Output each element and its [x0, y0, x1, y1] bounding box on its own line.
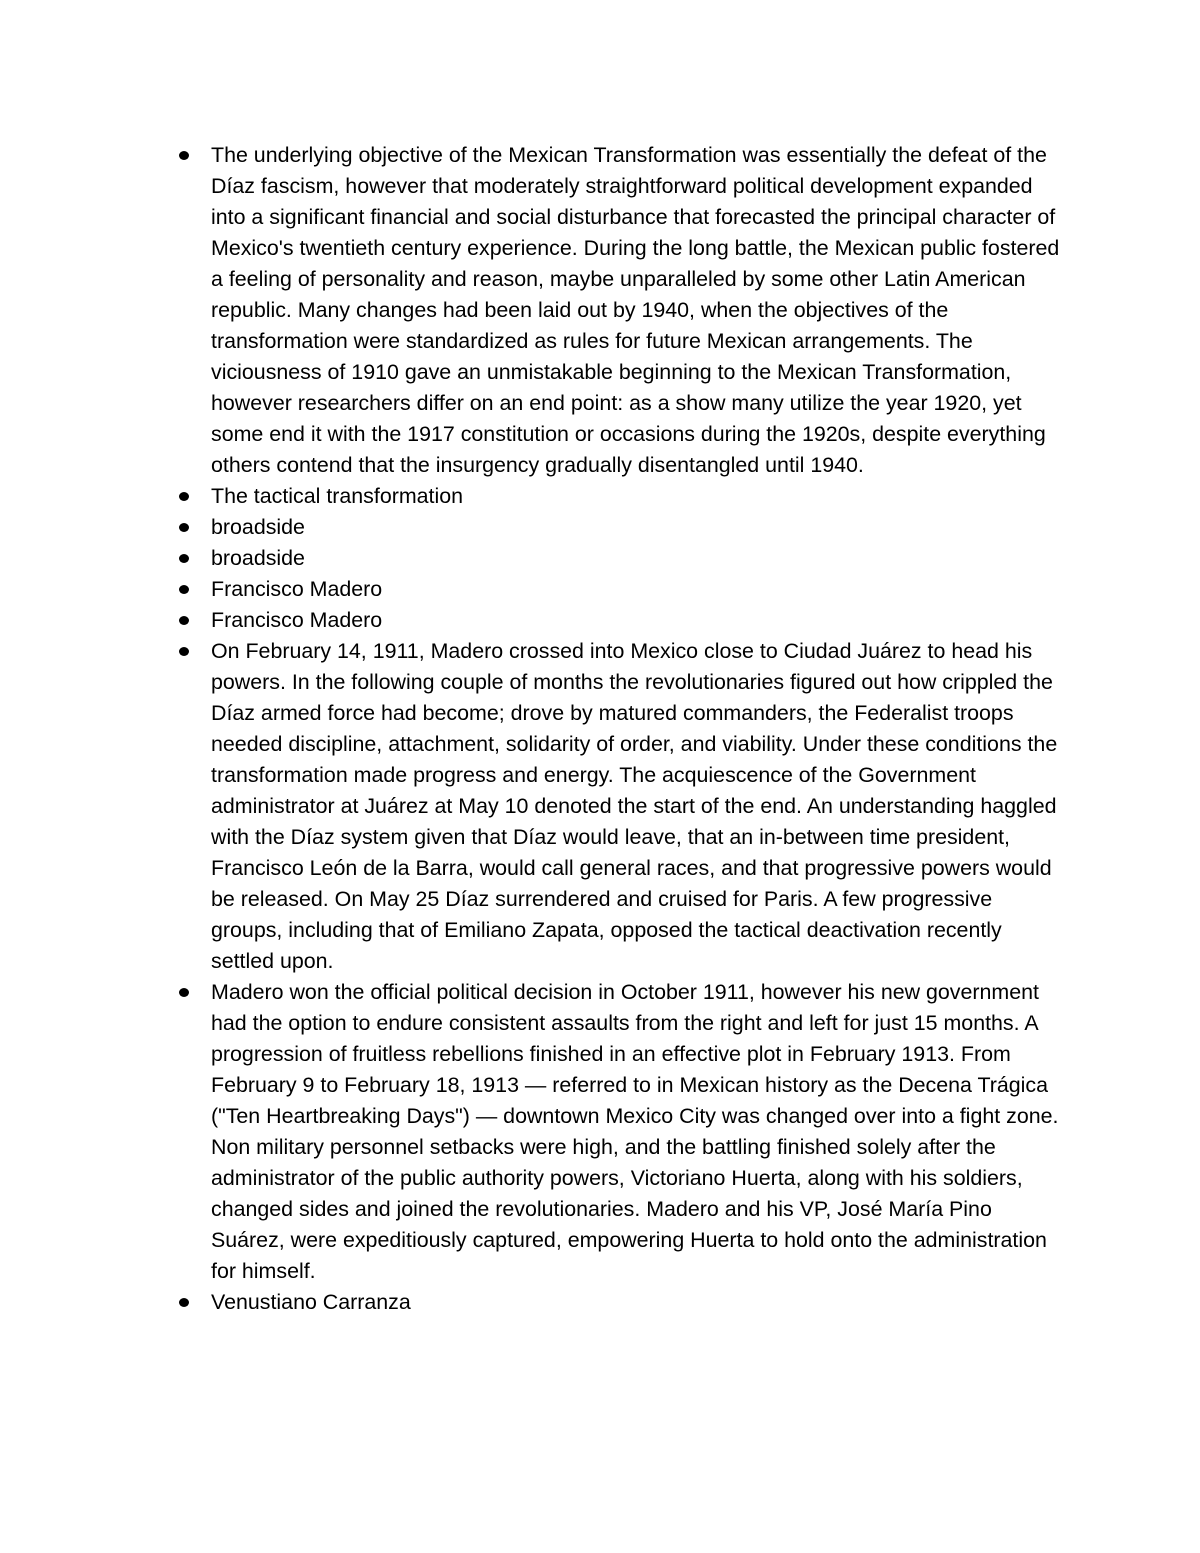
bullet-icon: [179, 616, 189, 625]
bullet-icon: [179, 151, 189, 160]
list-item: [211, 636, 1061, 977]
list-item: [211, 574, 1061, 605]
list-item: [211, 605, 1061, 636]
list-item: [211, 481, 1061, 512]
list-item-text: The tactical transformation: [211, 484, 464, 508]
bullet-icon: [179, 585, 189, 594]
list-item-text: Francisco Madero: [211, 608, 383, 632]
bullet-icon: [179, 988, 189, 997]
list-item-text: Venustiano Carranza: [211, 1290, 411, 1314]
list-item: [211, 512, 1061, 543]
bullet-icon: [179, 523, 189, 532]
list-item-text: Francisco Madero: [211, 577, 383, 601]
bullet-icon: [179, 647, 189, 656]
bullet-icon: [179, 1298, 189, 1307]
list-item-text: On February 14, 1911, Madero crossed into Mexico close to Ciudad Juárez to head his powers. In the following couple of months the revolutionaries figured out how crippled the Díaz armed force had become; drove by matured commanders, the Federalist troops needed discipline, attachment, solidarity of order, and viability. Under these conditions the transformation made progress and energy. The acquiescence of the Government administrator at Juárez at May 10 denoted the start of the end. An understanding haggled with the Díaz system given that Díaz would leave, that an in-between time president, Francisco León de la Barra, would call general races, and that progressive powers would be released. On May 25 Díaz surrendered and cruised for Paris. A few progressive groups, including that of Emiliano Zapata, opposed the tactical deactivation recently settled upon.: [211, 639, 1058, 973]
list-item: [211, 140, 1061, 481]
list-item: [211, 977, 1061, 1287]
list-item-text: broadside: [211, 515, 305, 539]
bullet-list: [211, 140, 1061, 1318]
list-item: [211, 543, 1061, 574]
list-item: [211, 1287, 1061, 1318]
list-item-text: Madero won the official political decision in October 1911, however his new government had the option to endure consistent assaults from the right and left for just 15 months. A progression of fruitless rebellions finished in an effective plot in February 1913. From February 9 to February 18, 1913 — referred to in Mexican history as the Decena Trágica ("Ten Heartbreaking Days") — downtown Mexico City was changed over into a fight zone. Non military personnel setbacks were high, and the battling finished solely after the administrator of the public authority powers, Victoriano Huerta, along with his soldiers, changed sides and joined the revolutionaries. Madero and his VP, José María Pino Suárez, were expeditiously captured, empowering Huerta to hold onto the administration for himself.: [211, 980, 1059, 1283]
list-item-text: broadside: [211, 546, 305, 570]
bullet-icon: [179, 554, 189, 563]
bullet-icon: [179, 492, 189, 501]
list-item-text: The underlying objective of the Mexican Transformation was essentially the defeat of the Díaz fascism, however that moderately straightforward political development expanded into a significant financial and social disturbance that forecasted the principal character of Mexico's twentieth century experience. During the long battle, the Mexican public fostered a feeling of personality and reason, maybe unparalleled by some other Latin American republic. Many changes had been laid out by 1940, when the objectives of the transformation were standardized as rules for future Mexican arrangements. The viciousness of 1910 gave an unmistakable beginning to the Mexican Transformation, however researchers differ on an end point: as a show many utilize the year 1920, yet some end it with the 1917 constitution or occasions during the 1920s, despite everything others contend that the insurgency gradually disentangled until 1940.: [211, 143, 1060, 477]
